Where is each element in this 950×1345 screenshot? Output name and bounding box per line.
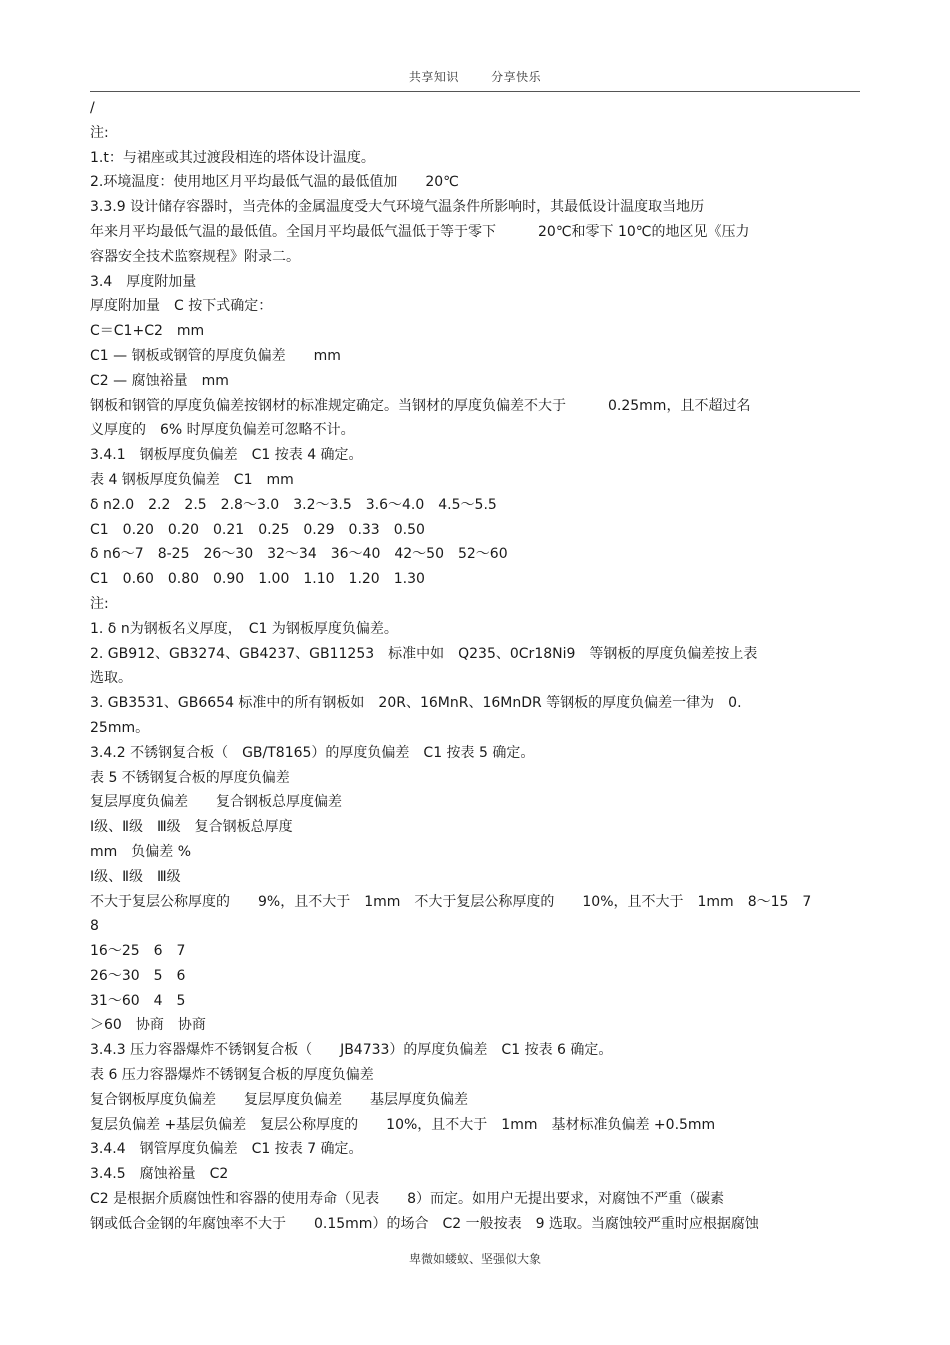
text-line: 表 6 压力容器爆炸不锈钢复合板的厚度负偏差 bbox=[90, 1067, 374, 1084]
text-line: 义厚度的 6% 时厚度负偏差可忽略不计。 bbox=[90, 422, 355, 439]
text-line: 选取。 bbox=[90, 670, 132, 687]
text-line: 25mm。 bbox=[90, 719, 150, 736]
text-line: δ n6～7 8-25 26～30 32～34 36～40 42～50 52～60 bbox=[90, 546, 508, 563]
text-line: / bbox=[90, 100, 95, 116]
text-line: 3.4.4 钢管厚度负偏差 C1 按表 7 确定。 bbox=[90, 1141, 363, 1158]
text-line: δ n2.0 2.2 2.5 2.8～3.0 3.2～3.5 3.6～4.0 4.5～5.5 bbox=[90, 496, 497, 513]
text-line: 3.4.5 腐蚀裕量 C2 bbox=[90, 1166, 229, 1183]
text-line: Ⅰ级、Ⅱ级 Ⅲ级 bbox=[90, 868, 181, 885]
text-line: C2 — 腐蚀裕量 mm bbox=[90, 372, 229, 389]
text-line: 3.3.9 设计储存容器时，当壳体的金属温度受大气环境气温条件所影响时，其最低设计温度取当地历 bbox=[90, 199, 705, 216]
text-line: 16～25 6 7 bbox=[90, 943, 186, 960]
text-line: 3.4.3 压力容器爆炸不锈钢复合板（ JB4733）的厚度负偏差 C1 按表 6 确定。 bbox=[90, 1042, 613, 1059]
text-line: C1 0.60 0.80 0.90 1.00 1.10 1.20 1.30 bbox=[90, 571, 425, 588]
text-line: 3. GB3531、GB6654 标准中的所有钢板如 20R、16MnR、16MnDR 等钢板的厚度负偏差一律为 0. bbox=[90, 695, 742, 712]
text-line: 不大于复层公称厚度的 9%，且不大于 1mm 不大于复层公称厚度的 10%，且不大于 1mm 8～15 7 bbox=[90, 893, 812, 910]
text-line: 1.t：与裙座或其过渡段相连的塔体设计温度。 bbox=[90, 149, 375, 166]
text-line: ＞60 协商 协商 bbox=[90, 1017, 206, 1034]
header-left-text: 共享知识 bbox=[408, 70, 459, 84]
header-right-text: 分享快乐 bbox=[491, 70, 542, 84]
text-line: 3.4.2 不锈钢复合板（ GB/T8165）的厚度负偏差 C1 按表 5 确定。 bbox=[90, 744, 535, 761]
text-line: C1 0.20 0.20 0.21 0.25 0.29 0.33 0.50 bbox=[90, 521, 425, 538]
page-header bbox=[0, 68, 950, 85]
text-line: 钢板和钢管的厚度负偏差按钢材的标准规定确定。当钢材的厚度负偏差不大于 0.25mm，且不超过名 bbox=[90, 397, 751, 414]
text-line: 2.环境温度：使用地区月平均最低气温的最低值加 20℃ bbox=[90, 174, 459, 191]
text-line: 复层负偏差 +基层负偏差 复层公称厚度的 10%，且不大于 1mm 基材标准负偏差 +0.5mm bbox=[90, 1116, 716, 1133]
text-line: Ⅰ级、Ⅱ级 Ⅲ级 复合钢板总厚度 bbox=[90, 819, 293, 836]
text-line: 表 4 钢板厚度负偏差 C1 mm bbox=[90, 471, 294, 488]
text-line: 26～30 5 6 bbox=[90, 967, 186, 984]
text-line: 年来月平均最低气温的最低值。全国月平均最低气温低于等于零下 20℃和零下 10℃的地区见《压力 bbox=[90, 223, 750, 240]
text-line: 容器安全技术监察规程》附录二。 bbox=[90, 248, 300, 265]
text-line: 1. δ n为钢板名义厚度， C1 为钢板厚度负偏差。 bbox=[90, 620, 398, 637]
text-line: 钢或低合金钢的年腐蚀率不大于 0.15mm）的场合 C2 一般按表 9 选取。当腐蚀较严重时应根据腐蚀 bbox=[90, 1215, 759, 1232]
text-line: C＝C1+C2 mm bbox=[90, 323, 205, 340]
text-line: mm 负偏差 % bbox=[90, 843, 192, 860]
text-line: 表 5 不锈钢复合板的厚度负偏差 bbox=[90, 769, 290, 786]
text-line: 厚度附加量 C 按下式确定： bbox=[90, 298, 273, 315]
text-line: C1 — 钢板或钢管的厚度负偏差 mm bbox=[90, 347, 341, 364]
text-line: 8 bbox=[90, 918, 99, 935]
text-line: 3.4.1 钢板厚度负偏差 C1 按表 4 确定。 bbox=[90, 447, 363, 464]
text-line: 复层厚度负偏差 复合钢板总厚度偏差 bbox=[90, 794, 342, 811]
text-line: C2 是根据介质腐蚀性和容器的使用寿命（见表 8）而定。如用户无提出要求，对腐蚀不严重（碳素 bbox=[90, 1191, 725, 1208]
header-divider bbox=[90, 91, 860, 92]
text-line: 注: bbox=[90, 595, 109, 612]
text-line: 31～60 4 5 bbox=[90, 992, 186, 1009]
text-line: 复合钢板厚度负偏差 复层厚度负偏差 基层厚度负偏差 bbox=[90, 1091, 468, 1108]
document-body bbox=[90, 96, 858, 1237]
page-footer: 卑微如蝼蚁、坚强似大象 bbox=[408, 1252, 541, 1266]
text-line: 注: bbox=[90, 124, 109, 141]
text-line: 3.4 厚度附加量 bbox=[90, 273, 197, 290]
text-line: 2. GB912、GB3274、GB4237、GB11253 标准中如 Q235、0Cr18Ni9 等钢板的厚度负偏差按上表 bbox=[90, 645, 758, 662]
